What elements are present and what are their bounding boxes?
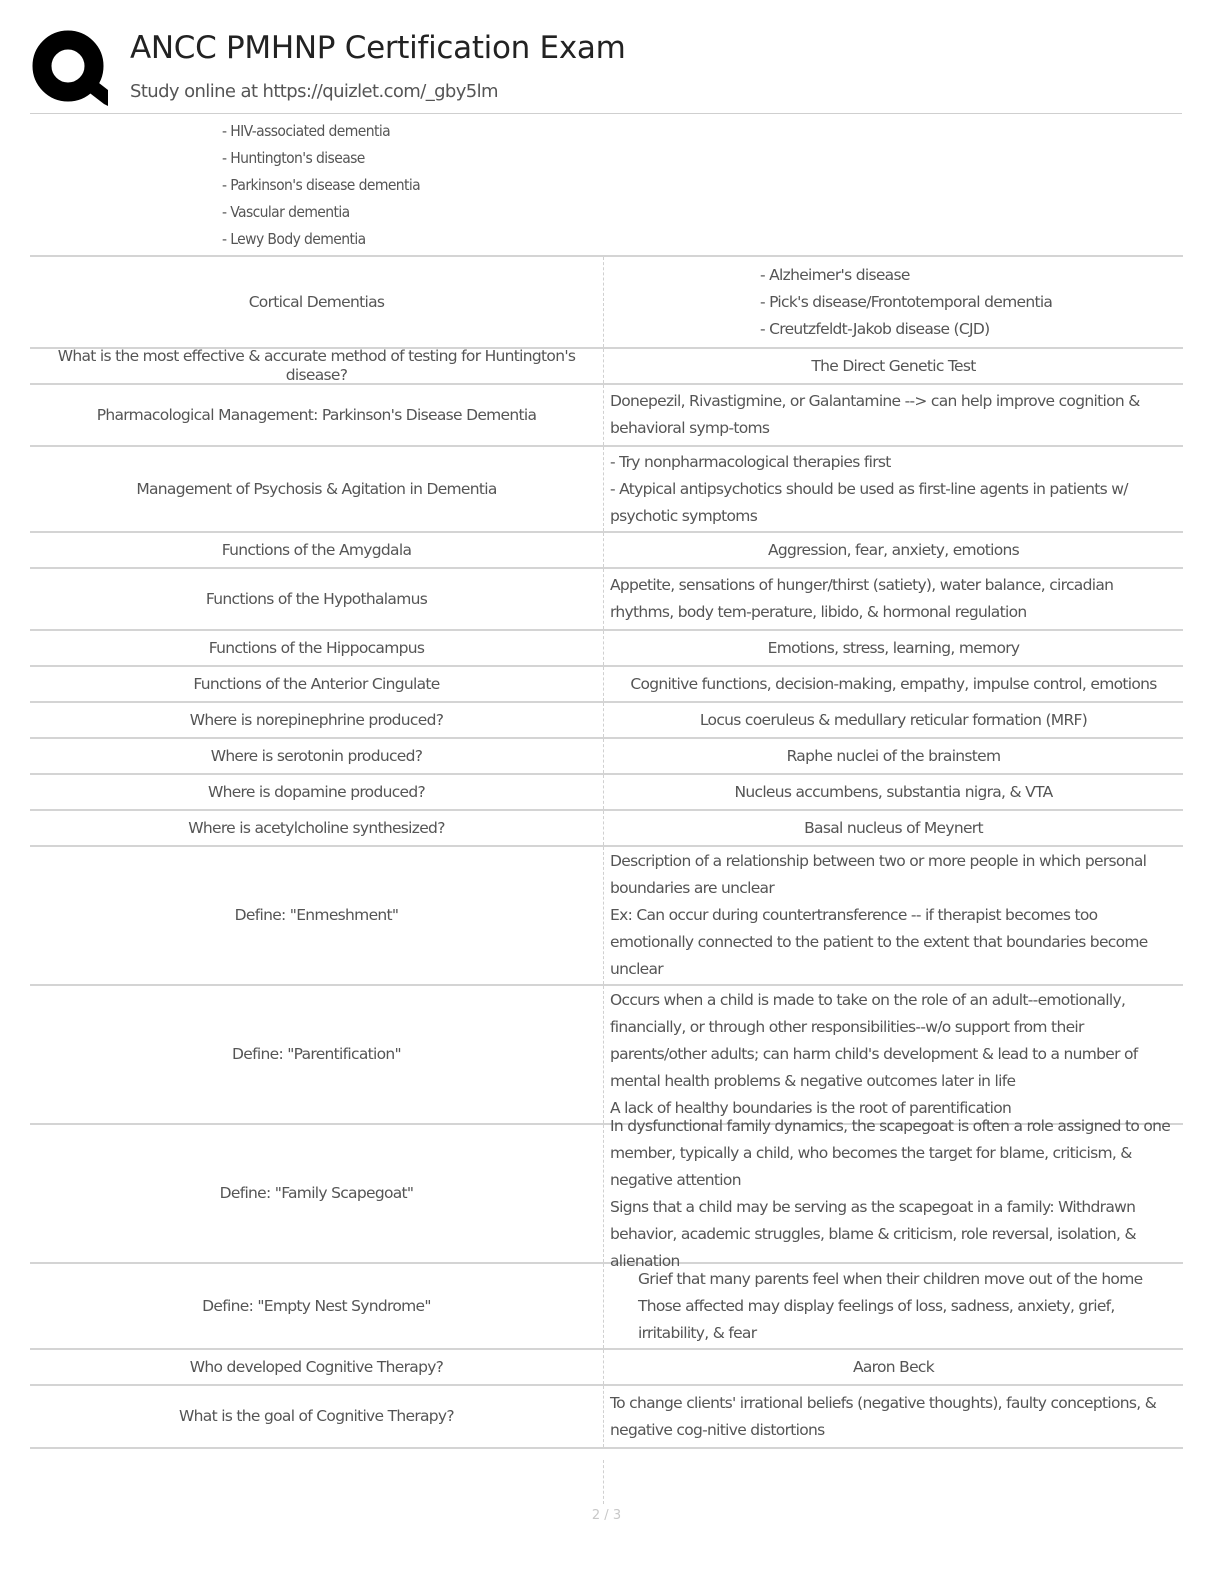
definition-text: To change clients' irrational beliefs (negative thoughts), faulty conceptions, & negative cog-nitive distortions [610,1393,1157,1439]
table-row [30,1386,1183,1449]
table-row [30,631,1183,667]
definition-cell [604,986,1183,1123]
definition-cell [604,847,1183,984]
table-row [30,1264,1183,1350]
term-cell: What is the goal of Cognitive Therapy? [30,1386,604,1447]
term-cell: Define: "Parentification" [30,986,604,1123]
table-row [30,811,1183,847]
term-cell: What is the most effective & accurate method of testing for Huntington's disease? [30,349,604,383]
table-row [30,569,1183,631]
page-number: 2 / 3 [591,1508,622,1523]
definition-cell [604,667,1183,701]
table-row [30,775,1183,811]
definition-cell [604,811,1183,845]
definition-text: In dysfunctional family dynamics, the scapegoat is often a role assigned to one member, typically a child, who becomes the target for blame, criticism, & negative attention [610,1116,1171,1189]
term-cell: Define: "Empty Nest Syndrome" [30,1264,604,1348]
table-row [30,447,1183,533]
definition-text: - Try nonpharmacological therapies first [610,452,891,471]
definition-text: Cognitive functions, decision-making, empathy, impulse control, emotions [630,674,1157,693]
header-divider [30,113,1182,114]
column-divider [603,1460,604,1504]
term-cell: Define: "Enmeshment" [30,847,604,984]
definition-cell [604,631,1183,665]
definition-cell [604,349,1183,383]
definition-cell [604,385,1183,445]
definition-text: - Creutzfeldt-Jakob disease (CJD) [760,319,990,338]
definition-cell [604,257,1183,347]
study-link[interactable]: Study online at https://quizlet.com/_gby5lm [130,81,498,102]
definition-text: Description of a relationship between two or more people in which personal boundaries are unclear [610,852,1147,897]
term-cell: Functions of the Anterior Cingulate [30,667,604,701]
definition-text: Ex: Can occur during countertransference -- if therapist becomes too emotionally connected to the patient to the extent that boundaries become unclear [610,906,1148,978]
list-item: - Parkinson's disease dementia [222,176,421,194]
term-cell: Where is norepinephrine produced? [30,703,604,737]
table-row [30,986,1183,1125]
definition-text: - Pick's disease/Frontotemporal dementia [760,292,1053,311]
definition-text: - Alzheimer's disease [760,265,910,284]
definition-text: - Atypical antipsychotics should be used as first-line agents in patients w/ psychotic symptoms [610,479,1128,525]
flashcard-table [30,255,1183,1449]
definition-cell [604,447,1183,531]
definition-text: Locus coeruleus & medullary reticular formation (MRF) [699,710,1088,729]
page-title: ANCC PMHNP Certification Exam [130,30,626,66]
table-row [30,1116,1183,1270]
table-row [30,703,1183,739]
term-cell: Functions of the Hypothalamus [30,569,604,629]
term-cell: Cortical Dementias [30,257,604,347]
definition-text: Appetite, sensations of hunger/thirst (satiety), water balance, circadian rhythms, body tem-perature, libido, & hormonal regulation [610,576,1114,621]
term-cell: Where is serotonin produced? [30,739,604,773]
definition-cell [604,1116,1183,1270]
definition-cell [604,1350,1183,1384]
definition-text: Signs that a child may be serving as the scapegoat in a family: Withdrawn behavior, academic struggles, blame & criticism, role reversal, isolation, & alienation [610,1197,1136,1270]
table-row [30,667,1183,703]
definition-cell [604,703,1183,737]
definition-text: The Direct Genetic Test [811,356,976,375]
list-item: - Lewy Body dementia [222,230,366,248]
list-item: - Huntington's disease [222,149,365,167]
continued-definition-list [222,118,420,253]
term-cell: Where is acetylcholine synthesized? [30,811,604,845]
definition-text: A lack of healthy boundaries is the root of parentification [610,1099,1012,1117]
definition-cell [604,569,1183,629]
term-cell: Define: "Family Scapegoat" [30,1125,604,1262]
term-cell: Management of Psychosis & Agitation in Dementia [30,447,604,531]
definition-text: Occurs when a child is made to take on the role of an adult--emotionally, financially, or through other responsibilities--w/o support from their parents/other adults; can harm child's development & lead to a number of mental health problems & negative outcomes later in life [610,991,1138,1090]
table-row [30,257,1183,349]
table-row [30,349,1183,385]
quizlet-logo-icon [32,30,108,106]
definition-cell [604,533,1183,567]
term-cell: Functions of the Hippocampus [30,631,604,665]
definition-text: Those affected may display feelings of loss, sadness, anxiety, grief, irritability, & fear [638,1296,1115,1342]
definition-text: Emotions, stress, learning, memory [767,638,1020,657]
definition-text: Raphe nuclei of the brainstem [786,746,1001,765]
definition-text: Aaron Beck [852,1357,935,1376]
definition-text: Nucleus accumbens, substantia nigra, & VTA [734,782,1053,801]
definition-text: Basal nucleus of Meynert [804,818,983,837]
table-row [30,739,1183,775]
definition-cell [604,739,1183,773]
term-cell: Functions of the Amygdala [30,533,604,567]
definition-cell [604,1264,1183,1348]
definition-cell [604,775,1183,809]
table-row [30,1350,1183,1386]
term-cell: Pharmacological Management: Parkinson's Disease Dementia [30,385,604,445]
list-item: - Vascular dementia [222,203,350,221]
table-row [30,847,1183,986]
list-item: - HIV-associated dementia [222,122,391,140]
definition-text: Aggression, fear, anxiety, emotions [767,540,1019,559]
definition-text: Grief that many parents feel when their children move out of the home [638,1269,1143,1288]
table-row [30,385,1183,447]
term-cell: Who developed Cognitive Therapy? [30,1350,604,1384]
term-cell: Where is dopamine produced? [30,775,604,809]
definition-cell [604,1386,1183,1447]
table-row [30,533,1183,569]
definition-text: Donepezil, Rivastigmine, or Galantamine --> can help improve cognition & behavioral symp-toms [610,392,1140,437]
